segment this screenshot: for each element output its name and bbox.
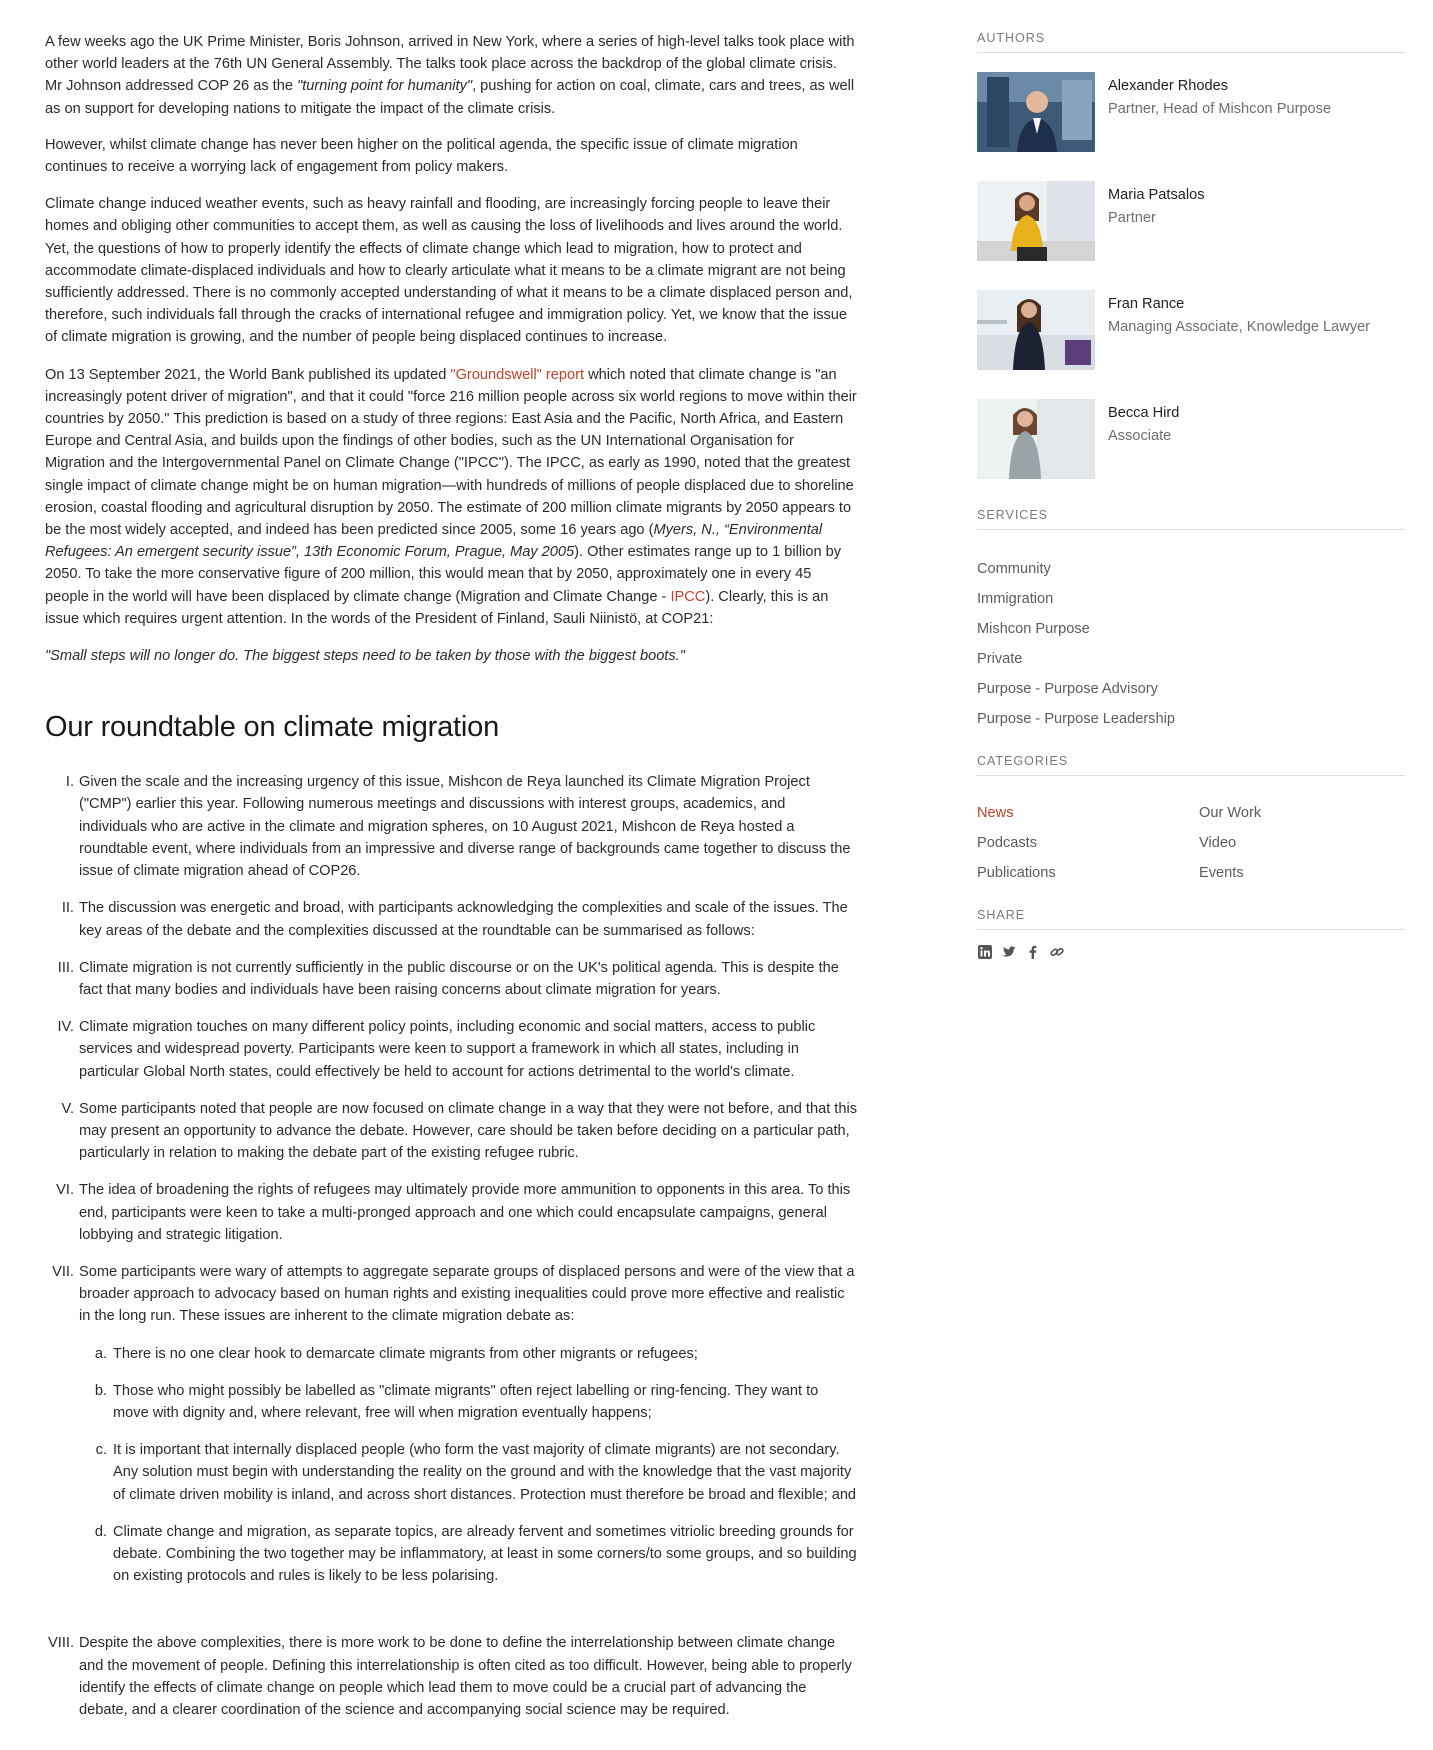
groundswell-report-link[interactable]: "Groundswell" report [450,366,585,383]
article-quote: "Small steps will no longer do. The biggest steps need to be taken by those with the biggest boots." [45,648,685,665]
authors-section [977,31,1405,479]
author-photo[interactable] [977,72,1095,152]
list-item [45,897,857,941]
list-item [79,1343,857,1365]
list-number: d. [94,1523,107,1540]
author-photo[interactable] [977,181,1095,261]
list-text: Those who might possibly be labelled as "climate migrants" often reject labelling or ring-fencing. They want to move with dignity and, where relevant, free will when migration eventually happens; [113,1382,819,1421]
author-name[interactable]: Fran Rance [1108,296,1185,312]
list-text: Climate migration is not currently sufficiently in the public discourse or on the UK's political agenda. This is despite the fact that many bodies and individuals have been raising concerns about climate migration for years. [79,959,839,998]
list-text: Given the scale and the increasing urgency of this issue, Mishcon de Reya launched its Climate Migration Project ("CMP") earlier this year. Following numerous meetings and discussions with interest groups, academics, and individuals who are active in the climate and migration spheres, on 10 August 2021, Mishcon de Reya hosted a roundtable event, where individuals from an impressive and diverse range of backgrounds came together to discuss the issue of climate migration ahead of COP26. [79,774,851,880]
author-card[interactable] [977,72,1405,152]
roundtable-list [45,771,857,1721]
list-number: b. [94,1382,107,1399]
list-text: Climate change and migration, as separate topics, are already fervent and sometimes vitriolic breeding grounds for debate. Combining the two together may be inflammatory, at least in some corners/to some groups, and so building on existing protocols and rules is likely to be less polarising. [113,1523,857,1585]
list-text: Despite the above complexities, there is more work to be done to define the interrelationship between climate change and the movement of people. Defining this interrelationship is often cited as too difficult. However, being able to properly identify the effects of climate change on people which lead them to move could be a crucial part of advancing the debate, and a clearer coordination of the science and accompanying social science may be required. [79,1635,852,1718]
list-text: Climate migration touches on many different policy points, including economic and social matters, access to public services and widespread poverty. Participants were keen to support a framework in which all states, including in particular Global North states, could effectively be held to account for actions detrimental to the world's climate. [79,1019,816,1080]
list-number: VII. [52,1263,74,1280]
list-text: It is important that internally displaced people (who form the vast majority of climate migrants) are not secondary. Any solution must begin with understanding the reality on the ground and with the knowledge that the vast majority of climate driven mobility is inland, and across short distances. Protection must therefore be broad and flexible; and [113,1442,857,1503]
article-body [45,31,857,1736]
list-number: I. [65,774,74,791]
author-role: Partner, Head of Mishcon Purpose [1108,101,1332,117]
list-text: The discussion was energetic and broad, with participants acknowledging the complexities and scale of the issues. The key areas of the debate and the complexities discussed at the roundtable can be summarised as follows: [79,900,848,939]
author-role: Associate [1108,428,1172,444]
category-news[interactable]: News [977,805,1014,821]
author-photo[interactable] [977,290,1095,370]
list-text: Some participants noted that people are now focused on climate change in a way that they were not before, and that this may present an opportunity to advance the debate. However, care should be taken before deciding on a particular path, particularly in relation to making the debate part of the existing refugee rubric. [79,1100,858,1162]
category-our-work[interactable]: Our Work [1199,805,1262,821]
share-heading: SHARE [977,908,1405,930]
facebook-icon[interactable] [1025,944,1041,960]
category-podcasts[interactable]: Podcasts [977,835,1038,851]
service-link[interactable]: Purpose - Purpose Leadership [977,711,1175,727]
author-card[interactable] [977,181,1405,261]
link-icon[interactable] [1049,944,1065,960]
author-name[interactable]: Maria Patsalos [1108,187,1205,203]
article-paragraph: Climate change induced weather events, such as heavy rainfall and flooding, are increasingly forcing people to leave their homes and obliging other communities to accept them, as well as causing the loss of livelihoods and lives around the world. Yet, the questions of how to properly identify the effects of climate change which lead to migration, how to protect and accommodate climate-displaced individuals and how to clearly articulate what it means to be a climate migrant are not being sufficiently addressed. There is no commonly accepted understanding of what it means to be a climate displaced person and, therefore, such individuals fall through the cracks of international refugee and immigration policy. Yet, we know that the issue of climate migration is growing, and the number of people being displaced continues to increase. [45,196,853,346]
list-item [45,1632,857,1721]
list-item [79,1380,857,1424]
list-item [45,1179,857,1246]
list-number: VIII. [48,1635,74,1652]
article-paragraph: On 13 September 2021, the World Bank published its updated "Groundswell" report which noted that climate change is "an increasingly potent driver of migration", and that it could "force 216 million people across six world regions to move within their countries by 2050." This prediction is based on a study of three regions: East Asia and the Pacific, North Africa, and Eastern Europe and Central Asia, and builds upon the findings of other bodies, such as the UN International Organisation for Migration and the Intergovernmental Panel on Climate Change ("IPCC"). The IPCC, as early as 1990, noted that the greatest single impact of climate change might be on human migration—with hundreds of millions of people displaced due to shoreline erosion, coastal flooding and agricultural disruption by 2050. The estimate of 200 million climate migrants by 2050 appears to be the most widely accepted, and indeed has been predicted since 2005, some 16 years ago (Myers, N., “Environmental Refugees: An emergent security issue”, 13th Economic Forum, Prague, May 2005). Other estimates range up to 1 billion by 2050. To take the more conservative figure of 200 million, this would mean that by 2050, approximately one in every 45 people in the world will have been displaced by climate change (Migration and Climate Change - IPCC). Clearly, this is an issue which requires urgent attention. In the words of the President of Finland, Sauli Niinistö, at COP21: [45,366,857,627]
list-number: a. [94,1345,107,1362]
list-item [45,771,857,882]
service-link[interactable]: Community [977,561,1051,577]
sub-list [79,1343,857,1588]
author-card[interactable] [977,399,1405,479]
list-number: VI. [56,1182,74,1199]
twitter-icon[interactable] [1001,944,1017,960]
author-role: Partner [1108,210,1156,226]
sidebar [977,31,1405,960]
list-number: V. [61,1100,74,1117]
category-video[interactable]: Video [1199,835,1237,851]
services-section [977,508,1405,734]
list-number: II. [61,900,74,917]
services-heading: SERVICES [977,508,1405,530]
linkedin-icon[interactable] [977,944,993,960]
ipcc-link[interactable]: IPCC [670,588,706,605]
share-section [977,908,1405,960]
list-number: III. [57,959,74,976]
article-paragraph: A few weeks ago the UK Prime Minister, Boris Johnson, arrived in New York, where a series of high-level talks took place with other world leaders at the 76th UN General Assembly. The talks took place across the backdrop of the global climate crisis. Mr Johnson addressed COP 26 as the "turning point for humanity", pushing for action on coal, climate, cars and trees, as well as on support for developing nations to mitigate the impact of the climate crisis. [45,34,855,117]
list-item [45,1098,857,1165]
list-item [79,1521,857,1588]
author-name[interactable]: Alexander Rhodes [1108,78,1229,94]
service-link[interactable]: Mishcon Purpose [977,621,1090,637]
service-link[interactable]: Immigration [977,591,1054,607]
author-name[interactable]: Becca Hird [1108,405,1180,421]
section-title: Our roundtable on climate migration [45,711,500,744]
article-paragraph: However, whilst climate change has never been higher on the political agenda, the specific issue of climate migration continues to receive a worrying lack of engagement from policy makers. [45,136,798,176]
categories-heading: CATEGORIES [977,754,1405,776]
category-publications[interactable]: Publications [977,865,1056,881]
service-link[interactable]: Private [977,651,1023,667]
list-text: Some participants were wary of attempts to aggregate separate groups of displaced persons and were of the view that a broader approach to advocacy based on human rights and existing inequalities could prove more effective and realistic in the long run. These issues are inherent to the climate migration debate as: [79,1263,855,1325]
list-item [45,1261,857,1587]
authors-heading: AUTHORS [977,31,1405,53]
list-item [45,1016,857,1083]
list-text: There is no one clear hook to demarcate climate migrants from other migrants or refugees; [113,1345,698,1362]
list-item [79,1439,857,1506]
service-link[interactable]: Purpose - Purpose Advisory [977,681,1158,697]
categories-section [977,754,1405,888]
list-text: The idea of broadening the rights of refugees may ultimately provide more ammunition to opponents in this area. To this end, participants were keen to take a multi-pronged approach and one which could encapsulate campaigns, general lobbying and strategic litigation. [79,1182,851,1243]
category-events[interactable]: Events [1199,865,1244,881]
list-item [45,957,857,1001]
list-number: IV. [57,1019,74,1036]
author-card[interactable] [977,290,1405,370]
list-number: c. [95,1442,107,1459]
author-role: Managing Associate, Knowledge Lawyer [1108,319,1371,335]
author-photo[interactable] [977,399,1095,479]
